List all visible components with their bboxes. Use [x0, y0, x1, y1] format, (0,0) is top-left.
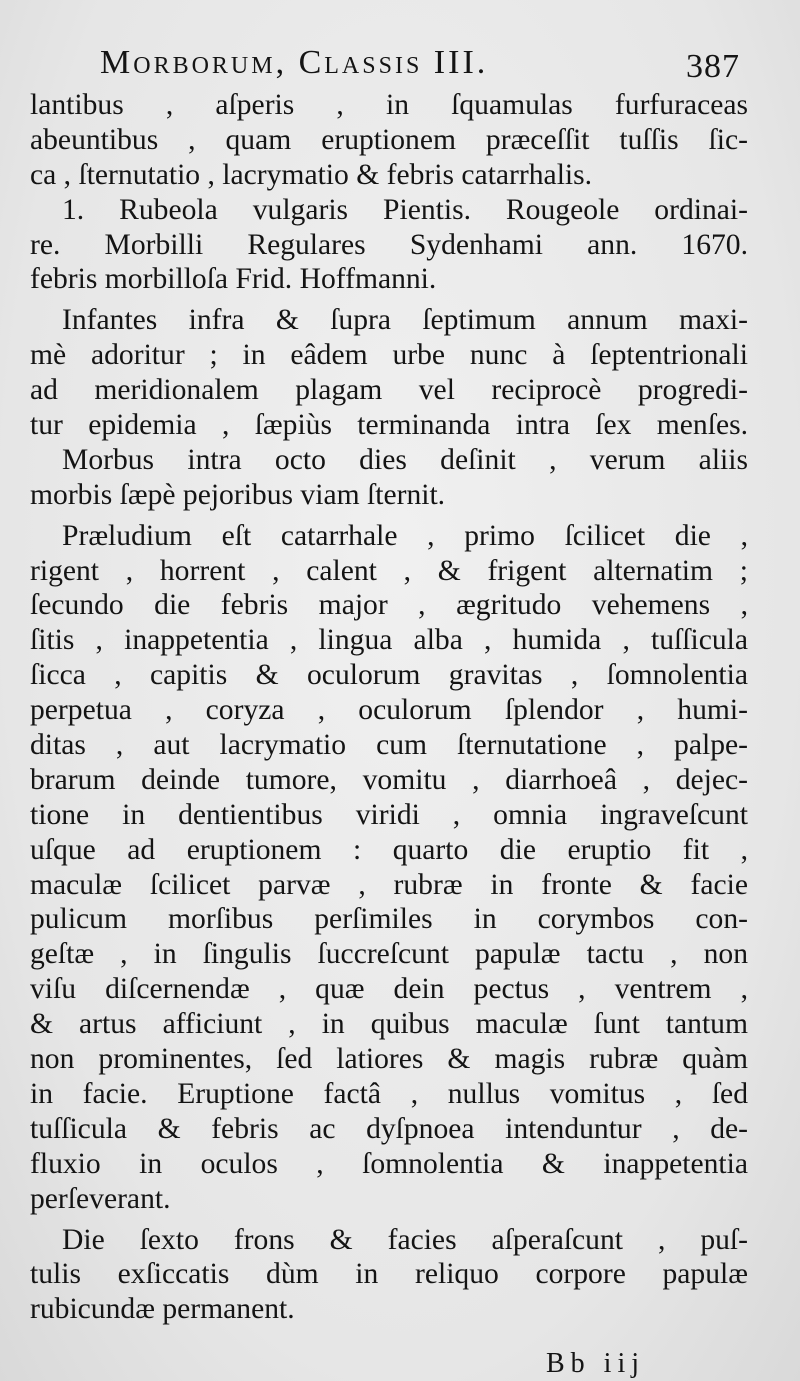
text-line: 1. Rubeola vulgaris Pientis. Rougeole ordinai- [62, 193, 748, 226]
text-line: ſitis , inappetentia , lingua alba , humida , tuſſicula [30, 624, 748, 657]
text-line: morbis ſæpè pejoribus viam ſternit. [30, 478, 446, 511]
page-number: 387 [686, 48, 740, 85]
text-line: rigent , horrent , calent , & frigent alternatim ; [30, 554, 748, 587]
text-line: lantibus , aſperis , in ſquamulas furfuraceas [30, 89, 748, 121]
text-line: re. Morbilli Regulares Sydenhami ann. 1670. [30, 228, 748, 261]
text-line: viſu diſcernendæ , quæ dein pectus , ventrem , [30, 973, 748, 1006]
text-line: febris morbilloſa Frid. Hoffmanni. [30, 263, 437, 296]
text-line: uſque ad eruptionem : quarto die eruptio fit , [30, 833, 748, 866]
text-line: perpetua , coryza , oculorum ſplendor , humi- [30, 694, 748, 727]
text-line: geſtæ , in ſingulis ſuccreſcunt papulæ tactu , non [30, 938, 748, 971]
text-line: Præludium eſt catarrhale , primo ſcilicet die , [62, 519, 748, 552]
text-line: mè adoritur ; in eâdem urbe nunc à ſeptentrionali [30, 339, 748, 372]
text-line: ditas , aut lacrymatio cum ſternutatione , palpe- [30, 729, 748, 762]
text-line: in facie. Eruptione factâ , nullus vomitus , ſed [30, 1077, 748, 1110]
text-line: perſeverant. [30, 1182, 171, 1215]
text-line: tuſſicula & febris ac dyſpnoea intenduntur , de- [30, 1112, 748, 1145]
text-line: maculæ ſcilicet parvæ , rubræ in fronte & facie [30, 868, 748, 901]
body-text [30, 88, 748, 1327]
text-line: abeuntibus , quam eruptionem præceſſit tuſſis ſic- [30, 123, 748, 156]
text-line: tulis exſiccatis dùm in reliquo corpore papulæ [30, 1258, 748, 1291]
text-line: fluxio in oculos , ſomnolentia & inappetentia [30, 1147, 748, 1180]
text-line: ſecundo die febris major , ægritudo vehemens , [30, 589, 748, 622]
running-title: Morborum, Classis III. [100, 44, 489, 81]
text-line: Die ſexto frons & facies aſperaſcunt , puſ- [62, 1223, 748, 1256]
running-header [100, 44, 770, 92]
text-line: ad meridionalem plagam vel reciprocè progredi- [30, 374, 748, 407]
text-line: ſicca , capitis & oculorum gravitas , ſomnolentia [30, 659, 748, 692]
printer-signature: Bb iij [546, 1348, 646, 1379]
text-line: tur epidemia , ſæpiùs terminanda intra ſex menſes. [30, 409, 748, 442]
text-line: rubicundæ permanent. [30, 1293, 295, 1326]
text-line: non prominentes, ſed latiores & magis rubræ quàm [30, 1043, 748, 1076]
text-line: Morbus intra octo dies deſinit , verum aliis [62, 443, 748, 476]
text-line: & artus afficiunt , in quibus maculæ ſunt tantum [30, 1008, 748, 1041]
text-line: Infantes infra & ſupra ſeptimum annum maxi- [62, 304, 748, 337]
text-line: tione in dentientibus viridi , omnia ingraveſcunt [30, 798, 748, 831]
text-line: ca , ſternutatio , lacrymatio & febris catarrhalis. [30, 158, 593, 191]
text-line: brarum deinde tumore, vomitu , diarrhoeâ , dejec- [30, 763, 748, 796]
text-line: pulicum morſibus perſimiles in corymbos con- [30, 903, 748, 936]
